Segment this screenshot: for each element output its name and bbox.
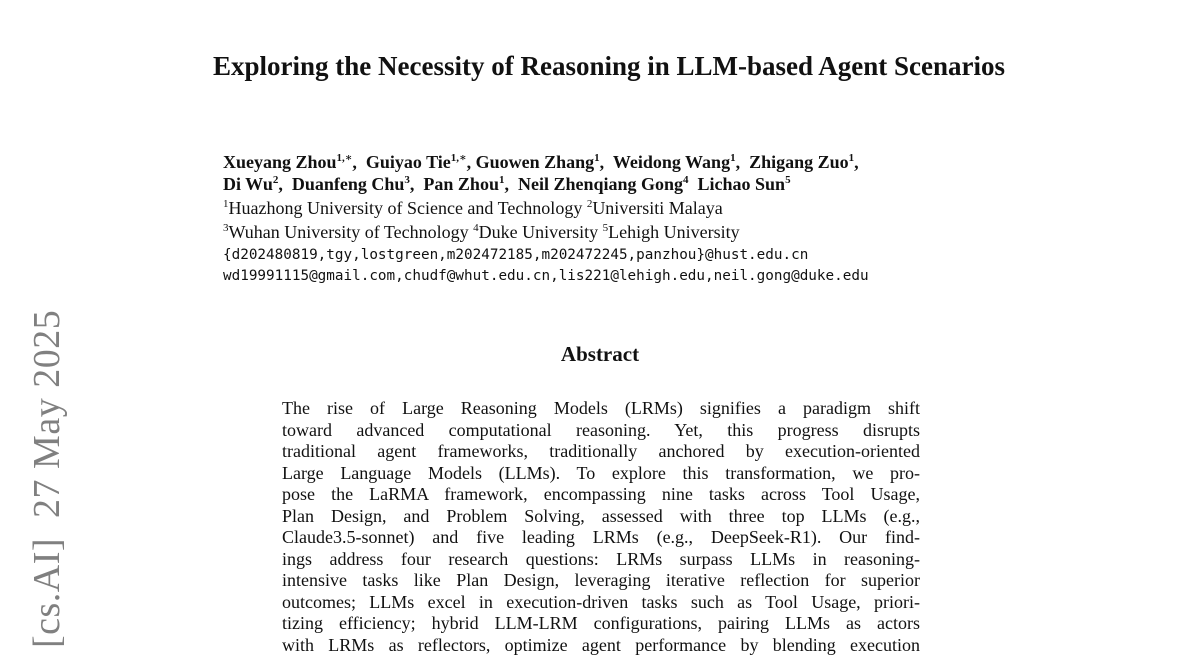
author-affiliation-mark: 1 bbox=[849, 152, 855, 164]
author-list: Xueyang Zhou$^{1,∗}$, Guiyao Tie$^{1,∗}$, Guowen Zhang$^1$, Weidong Wang$^1$, Zhigang Zuo$^1$, Di Wu$^2$, Duanfeng Chu$^3$, Pan Zhou$^1$, Neil Zhenqiang Gong$^4$ Lichao Sun$^5$ bbox=[223, 151, 1003, 195]
abstract-line: pose the LaRMA framework, encompassing nine tasks across Tool Usage, bbox=[282, 484, 920, 506]
abstract-line: with LRMs as reflectors, optimize agent performance by blending execution bbox=[282, 635, 920, 656]
abstract-line: Claude3.5-sonnet) and five leading LRMs (e.g., DeepSeek-R1). Our find- bbox=[282, 527, 920, 549]
abstract-body bbox=[282, 398, 920, 656]
author-affiliation-mark: 3 bbox=[404, 174, 410, 186]
author-affiliation-mark: 1,∗ bbox=[337, 152, 353, 164]
affiliation-name: Universiti Malaya bbox=[592, 198, 722, 218]
affiliation-number: 2 bbox=[587, 198, 593, 210]
affiliation-name: Duke University bbox=[479, 222, 598, 242]
author-affiliation-mark: 1 bbox=[594, 152, 600, 164]
author-name: Lichao Sun bbox=[698, 174, 786, 194]
arxiv-date: 27 May 2025 bbox=[26, 310, 68, 518]
abstract-line: intensive tasks like Plan Design, leveraging iterative reflection for superior bbox=[282, 570, 920, 592]
author-name: Duanfeng Chu bbox=[292, 174, 405, 194]
author-affiliation-mark: 1 bbox=[499, 174, 505, 186]
author-affiliation-mark: 4 bbox=[683, 174, 689, 186]
author-name: Di Wu bbox=[223, 174, 273, 194]
abstract-line: tizing efficiency; hybrid LLM-LRM configurations, pairing LLMs as actors bbox=[282, 613, 920, 635]
email-line-2: wd19991115@gmail.com,chudf@whut.edu.cn,lis221@lehigh.edu,neil.gong@duke.edu bbox=[223, 266, 869, 286]
affiliations-line-2 bbox=[223, 221, 1003, 243]
author-name: Xueyang Zhou bbox=[223, 152, 337, 172]
abstract-line: Large Language Models (LLMs). To explore this transformation, we pro- bbox=[282, 463, 920, 485]
author-name: Guiyao Tie bbox=[366, 152, 451, 172]
abstract-line: outcomes; LLMs excel in execution-driven tasks such as Tool Usage, priori- bbox=[282, 592, 920, 614]
affiliations-line-1 bbox=[223, 197, 1003, 219]
affiliation-number: 4 bbox=[473, 222, 479, 234]
affiliation-number: 1 bbox=[223, 198, 229, 210]
affiliation-name: Lehigh University bbox=[608, 222, 739, 242]
affiliation-number: 5 bbox=[603, 222, 609, 234]
author-name: Weidong Wang bbox=[613, 152, 730, 172]
author-affiliation-mark: 2 bbox=[273, 174, 279, 186]
author-name: Zhigang Zuo bbox=[749, 152, 849, 172]
abstract-heading: Abstract bbox=[0, 342, 1200, 367]
author-affiliation-mark: 5 bbox=[785, 174, 791, 186]
paper-title: Exploring the Necessity of Reasoning in LLM-based Agent Scenarios bbox=[213, 50, 1013, 82]
affiliation-name: Huazhong University of Science and Technology bbox=[229, 198, 583, 218]
author-affiliation-mark: 1,∗ bbox=[451, 152, 467, 164]
author-name: Guowen Zhang bbox=[476, 152, 595, 172]
affiliation-name: Wuhan University of Technology bbox=[229, 222, 469, 242]
abstract-line: toward advanced computational reasoning. Yet, this progress disrupts bbox=[282, 420, 920, 442]
abstract-line: The rise of Large Reasoning Models (LRMs) signifies a paradigm shift bbox=[282, 398, 920, 420]
abstract-line: Plan Design, and Problem Solving, assessed with three top LLMs (e.g., bbox=[282, 506, 920, 528]
abstract-line: ings address four research questions: LRMs surpass LLMs in reasoning- bbox=[282, 549, 920, 571]
author-name: Neil Zhenqiang Gong bbox=[518, 174, 683, 194]
affiliation-number: 3 bbox=[223, 222, 229, 234]
email-line-1: {d202480819,tgy,lostgreen,m202472185,m202472245,panzhou}@hust.edu.cn bbox=[223, 245, 808, 265]
abstract-line: traditional agent frameworks, traditionally anchored by execution-oriented bbox=[282, 441, 920, 463]
arxiv-category: [cs.AI] bbox=[26, 538, 68, 648]
author-affiliation-mark: 1 bbox=[730, 152, 736, 164]
author-name: Pan Zhou bbox=[423, 174, 499, 194]
